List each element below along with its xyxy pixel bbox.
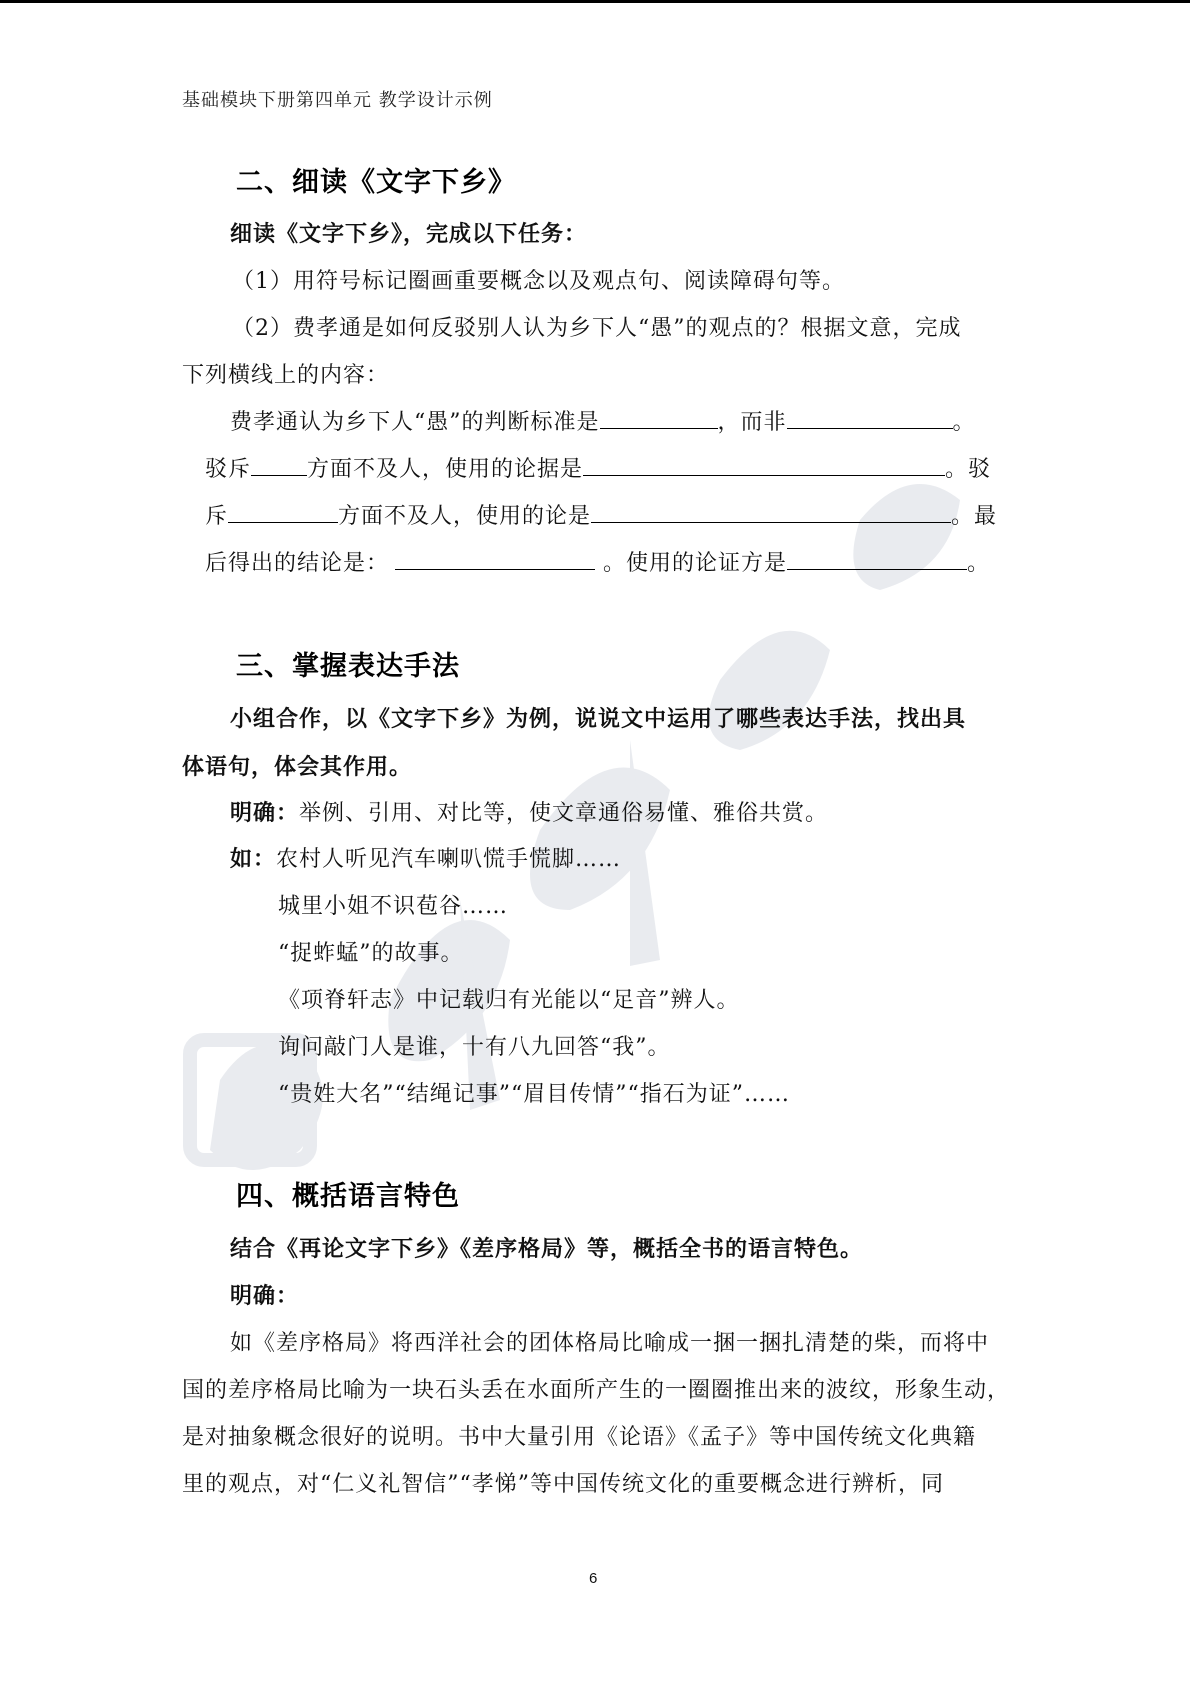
section-4-prompt: 结合《再论文字下乡》《差序格局》等，概括全书的语言特色。 xyxy=(230,1237,864,1262)
blank-not-standard[interactable] xyxy=(787,408,953,429)
example-4: 《项脊轩志》中记载归有光能以“足音”辨人。 xyxy=(278,988,740,1013)
page-number: 6 xyxy=(589,1570,598,1587)
example-3: “捉蚱蜢”的故事。 xyxy=(278,941,464,966)
blank-evidence-2[interactable] xyxy=(591,502,951,523)
fill-in-line-2 xyxy=(205,452,991,483)
section-3-answer xyxy=(230,796,828,827)
fill-1-text-a: 费孝通认为乡下人“愚”的判断标准是 xyxy=(230,410,600,435)
paragraph-line-2: 国的差序格局比喻为一块石头丢在水面所产生的一圈圈推出来的波纹，形象生动， xyxy=(182,1378,1011,1403)
fill-1-text-c: 。 xyxy=(952,410,976,435)
task-2-line-2: 下列横线上的内容： xyxy=(182,363,390,388)
task-1: （1）用符号标记圈画重要概念以及观点句、阅读障碍句等。 xyxy=(232,269,845,294)
blank-argument-method[interactable] xyxy=(787,549,967,570)
fill-3-text-c: 。最 xyxy=(951,504,998,529)
section-2-intro: 细读《文字下乡》，完成以下任务： xyxy=(230,222,588,247)
answer-label: 明确： xyxy=(230,801,300,826)
section-3-heading: 三、掌握表达手法 xyxy=(236,651,460,682)
paragraph-line-3: 是对抽象概念很好的说明。书中大量引用《论语》《孟子》等中国传统文化典籍 xyxy=(182,1425,977,1450)
fill-1-text-b: ，而非 xyxy=(717,410,787,435)
page-header: 基础模块下册第四单元 教学设计示例 xyxy=(182,90,493,111)
paragraph-line-1: 如《差序格局》将西洋社会的团体格局比喻成一捆一捆扎清楚的柴，而将中 xyxy=(230,1331,990,1356)
blank-conclusion[interactable] xyxy=(395,549,595,570)
fill-2-text-b: 方面不及人，使用的论据是 xyxy=(307,457,584,482)
top-border-line xyxy=(0,0,1190,3)
section-3-prompt-line-1: 小组合作，以《文字下乡》为例，说说文中运用了哪些表达手法，找出具 xyxy=(230,707,967,732)
blank-aspect-1[interactable] xyxy=(251,455,307,476)
fill-3-text-b: 方面不及人，使用的论是 xyxy=(338,504,592,529)
blank-evidence-1[interactable] xyxy=(583,455,945,476)
fill-2-text-c: 。驳 xyxy=(945,457,992,482)
blank-judgment-standard[interactable] xyxy=(600,408,718,429)
fill-in-line-4 xyxy=(205,546,990,577)
blank-aspect-2[interactable] xyxy=(228,502,338,523)
fill-in-line-1 xyxy=(230,405,976,436)
section-4-answer-label: 明确： xyxy=(230,1284,300,1309)
paragraph-line-4: 里的观点，对“仁义礼智信”“孝悌”等中国传统文化的重要概念进行辨析，同 xyxy=(182,1472,944,1497)
section-2-heading: 二、细读《文字下乡》 xyxy=(236,167,516,198)
fill-4-text-b: 。使用的论证方是 xyxy=(603,551,788,576)
example-6: “贵姓大名”“结绳记事”“眉目传情”“指石为证”…… xyxy=(278,1082,790,1107)
fill-4-text-a: 后得出的结论是： xyxy=(205,551,390,576)
fill-2-text-a: 驳斥 xyxy=(205,457,252,482)
task-2-line-1: （2）费孝通是如何反驳别人认为乡下人“愚”的观点的？根据文意，完成 xyxy=(232,316,962,341)
fill-in-line-3 xyxy=(205,499,997,530)
example-text: 农村人听见汽车喇叭慌手慌脚…… xyxy=(276,847,622,872)
example-label: 如： xyxy=(230,847,277,872)
example-2: 城里小姐不识苞谷…… xyxy=(278,894,509,919)
example-5: 询问敲门人是谁，十有八九回答“我”。 xyxy=(278,1035,671,1060)
fill-4-text-c: 。 xyxy=(967,551,991,576)
section-4-heading: 四、概括语言特色 xyxy=(236,1181,460,1212)
fill-3-text-a: 斥 xyxy=(205,504,229,529)
example-1 xyxy=(230,842,621,873)
answer-text: 举例、引用、对比等，使文章通俗易懂、雅俗共赏。 xyxy=(299,801,829,826)
section-3-prompt-line-2: 体语句，体会其作用。 xyxy=(182,755,413,780)
